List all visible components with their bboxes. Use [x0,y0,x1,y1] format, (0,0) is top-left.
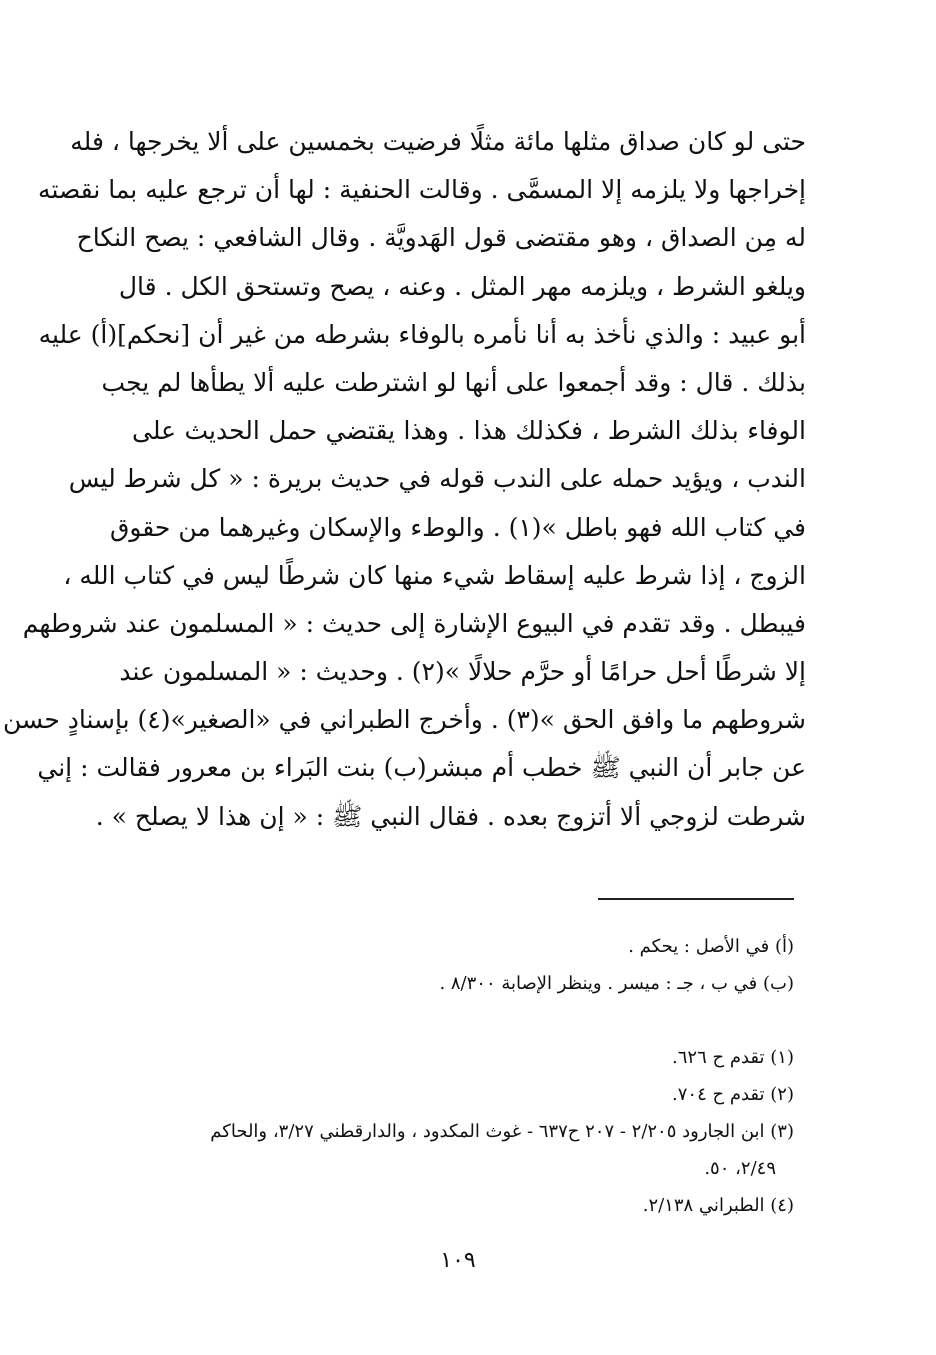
footnote-line: (٤) الطبراني ٢/١٣٨. [642,1195,794,1216]
text-line: له مِن الصداق ، وهو مقتضى قول الهَدويَّة . وقال الشافعي : يصح النكاح [76,223,806,253]
text-line: عن جابر أن النبي ﷺ خطب أم مبشر(ب) بنت البَراء بن معرور فقالت : إني [37,753,806,783]
text-line: شروطهم ما وافق الحق »(٣) . وأخرج الطبراني في «الصغير»(٤) بإسنادٍ حسن [3,705,806,735]
text-line: الزوج ، إذا شرط عليه إسقاط شيء منها كان شرطًا ليس في كتاب الله ، [63,560,806,590]
footnote-line: (١) تقدم ح ٦٢٦. [672,1047,794,1068]
text-line: في كتاب الله فهو باطل »(١) . والوطء والإسكان وغيرهما من حقوق [109,512,806,542]
text-line: الندب ، ويؤيد حمله على الندب قوله في حديث بريرة : « كل شرط ليس [68,464,806,494]
text-line: إخراجها ولا يلزمه إلا المسمَّى . وقالت الحنفية : لها أن ترجع عليه بما نقصته [38,175,806,205]
footnote-line: (أ) في الأصل : يحكم . [628,936,794,957]
footnote-line: ٢/٤٩، ٥٠. [704,1158,776,1179]
text-line: أبو عبيد : والذي نأخذ به أنا نأمره بالوفاء بشرطه من غير أن [نحكم](أ) عليه [38,319,806,349]
text-line: بذلك . قال : وقد أجمعوا على أنها لو اشترطت عليه ألا يطأها لم يجب [101,367,806,397]
footnote-line: (٣) ابن الجارود ٢/٢٠٥ - ٢٠٧ ح٦٣٧ - غوث المكدود ، والدارقطني ٣/٢٧، والحاكم [210,1121,794,1142]
manuscript-footnotes [132,928,794,1002]
text-line: شرطت لزوجي ألا أتزوج بعده . فقال النبي ﷺ : « إن هذا لا يصلح » . [95,801,806,831]
text-line: الوفاء بذلك الشرط ، فكذلك هذا . وهذا يقتضي حمل الحديث على [132,416,806,446]
footnote-line: (ب) في ب ، جـ : ميسر . وينظر الإصابة ٨/٣٠٠ . [439,973,794,994]
text-line: إلا شرطًا أحل حرامًا أو حرَّم حلالًا »(٢) . وحديث : « المسلمون عند [119,657,806,687]
text-line: حتى لو كان صداق مثلها مائة مثلًا فرضيت بخمسين على ألا يخرجها ، فله [70,127,806,156]
page-number: ١٠٩ [440,1248,476,1273]
reference-footnotes [132,1039,794,1224]
footnote-line: (٢) تقدم ح ٧٠٤. [672,1084,794,1105]
text-line: ويلغو الشرط ، ويلزمه مهر المثل . وعنه ، يصح وتستحق الكل . قال [118,271,806,301]
footnote-separator [598,898,794,900]
text-line: فيبطل . وقد تقدم في البيوع الإشارة إلى حديث : « المسلمون عند شروطهم [22,608,806,638]
main-text-block [3,118,806,841]
